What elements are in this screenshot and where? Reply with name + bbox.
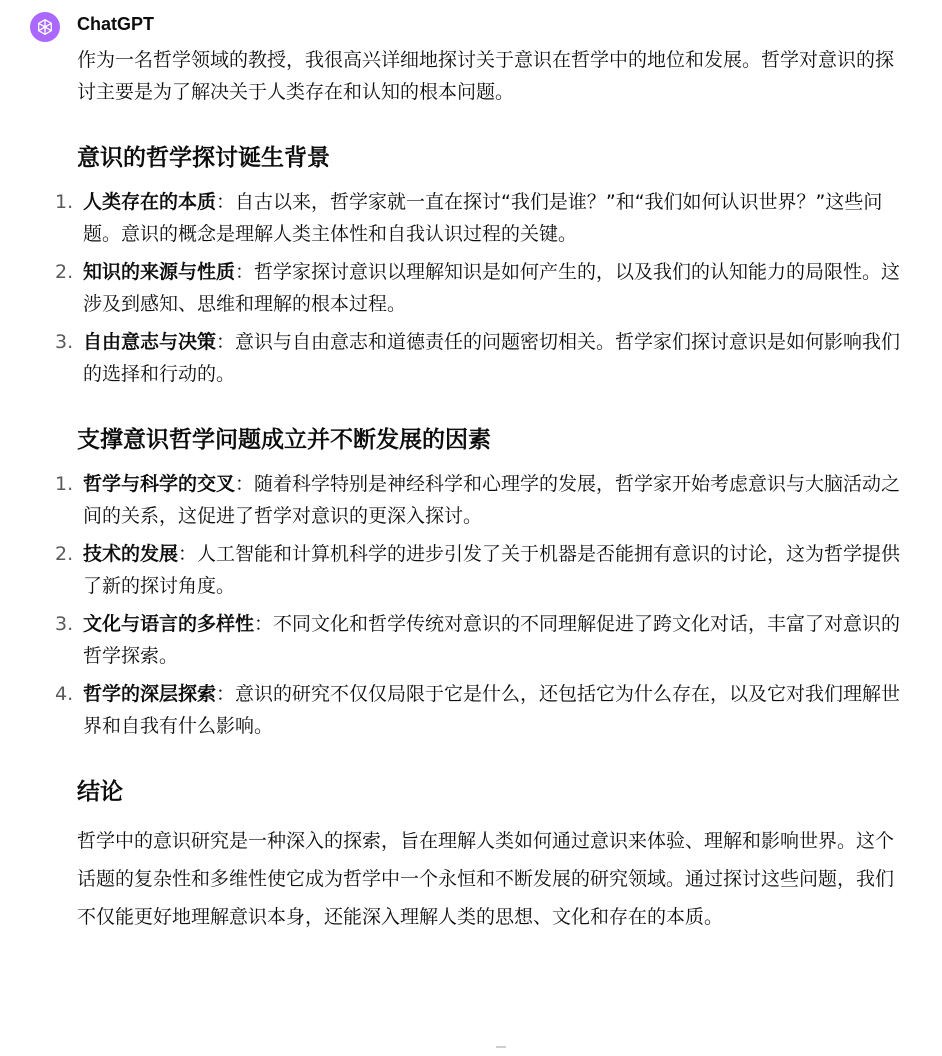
list-item-title: 人类存在的本质 [83,191,217,213]
list-number: 2. [55,543,74,565]
list-item-text: ：意识的研究不仅仅局限于它是什么，还包括它为什么存在，以及它对我们理解世界和自我有什么影响。 [83,683,901,737]
list-number: 1. [55,191,74,213]
message-content [55,44,905,936]
list-item [55,468,905,532]
list-item [55,608,905,672]
list-number: 4. [55,683,74,705]
list-number: 2. [55,261,74,283]
list-item-title: 技术的发展 [83,543,179,565]
author-name: ChatGPT [77,14,155,34]
conclusion-paragraph: 哲学中的意识研究是一种深入的探索，旨在理解人类如何通过意识来体验、理解和影响世界。这个话题的复杂性和多维性使它成为哲学中一个永恒和不断发展的研究领域。通过探讨这些问题，我们不仅能更好地理解意识本身，还能深入理解人类的思想、文化和存在的本质。 [77,830,895,928]
list-item-text: ：不同文化和哲学传统对意识的不同理解促进了跨文化对话，丰富了对意识的哲学探索。 [83,613,901,667]
list-item [55,326,905,390]
list-number: 1. [55,473,74,495]
list-item-title: 哲学的深层探索 [83,683,217,705]
list-item-text: ：自古以来，哲学家就一直在探讨“我们是谁？”和“我们如何认识世界？”这些问题。意识的概念是理解人类主体性和自我认识过程的关键。 [83,191,883,245]
list-item-title: 文化与语言的多样性 [83,613,255,635]
section-heading-factors: 支撑意识哲学问题成立并不断发展的因素 [77,427,491,453]
list-item-title: 哲学与科学的交叉 [83,473,236,495]
intro-paragraph: 作为一名哲学领域的教授，我很高兴详细地探讨关于意识在哲学中的地位和发展。哲学对意识的探讨主要是为了解决关于人类存在和认知的根本问题。 [77,49,895,103]
list-item [55,186,905,250]
background-list [55,186,905,390]
list-item [55,678,905,742]
factors-list [55,468,905,742]
list-item-title: 知识的来源与性质 [83,261,236,283]
section-heading-conclusion: 结论 [77,779,123,805]
section-heading-background: 意识的哲学探讨诞生背景 [77,145,330,171]
list-item-text: ：随着科学特别是神经科学和心理学的发展，哲学家开始考虑意识与大脑活动之间的关系，这促进了哲学对意识的更深入探讨。 [83,473,901,527]
list-item-text: ：哲学家探讨意识以理解知识是如何产生的，以及我们的认知能力的局限性。这涉及到感知、思维和理解的根本过程。 [83,261,901,315]
list-number: 3. [55,331,74,353]
list-item-text: ：人工智能和计算机科学的进步引发了关于机器是否能拥有意识的讨论，这为哲学提供了新的探讨角度。 [83,543,901,597]
message-header [30,12,60,42]
list-item [55,256,905,320]
list-item-text: ：意识与自由意志和道德责任的问题密切相关。哲学家们探讨意识是如何影响我们的选择和行动的。 [83,331,901,385]
openai-logo-icon [30,12,60,42]
list-number: 3. [55,613,74,635]
list-item-title: 自由意志与决策 [83,331,217,353]
list-item [55,538,905,602]
scroll-down-hint[interactable] [496,1046,506,1056]
